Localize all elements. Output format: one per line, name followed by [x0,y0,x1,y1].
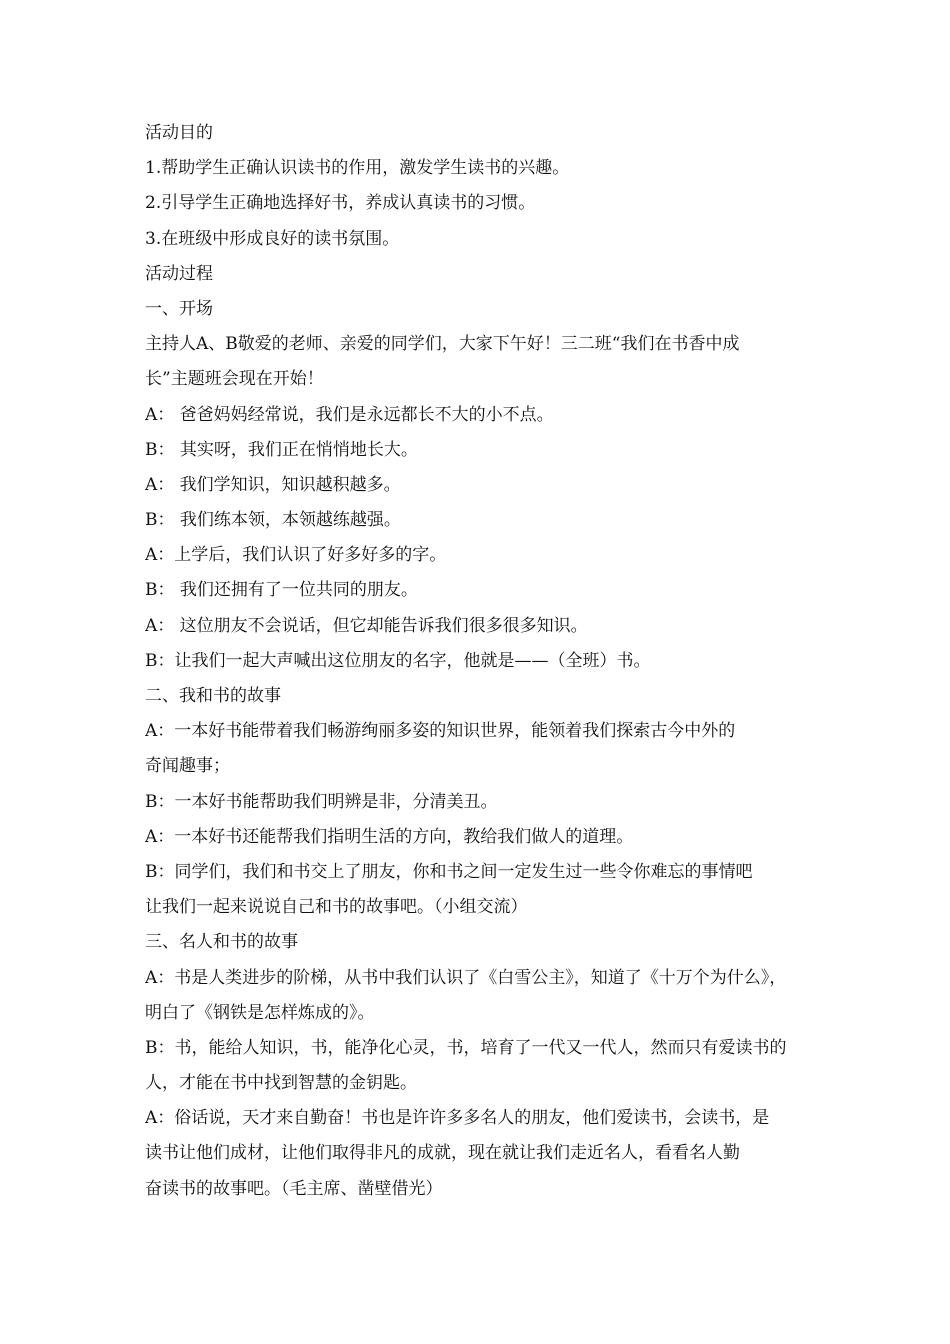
dialogue-line: A： 我们学知识，知识越积越多。 [145,474,401,495]
paragraph-line: 长”主题班会现在开始！ [145,369,324,390]
dialogue-line: 明白了《钢铁是怎样炼成的》。 [145,1002,375,1023]
dialogue-line: A： 爸爸妈妈经常说，我们是永远都长不大的小不点。 [145,404,554,425]
dialogue-line: B： 我们还拥有了一位共同的朋友。 [145,580,418,601]
document-body [145,116,815,1207]
subsection-heading-me-and-books: 二、我和书的故事 [145,686,281,706]
subsection-heading-famous-people: 三、名人和书的故事 [145,932,298,953]
dialogue-line: B：让我们一起大声喊出这位朋友的名字，他就是——（全班）书。 [145,650,651,671]
paragraph-line: 主持人A、B敬爱的老师、亲爱的同学们，大家下午好！三二班“我们在书香中成 [145,334,740,355]
section-heading-process: 活动过程 [145,263,213,284]
dialogue-line: 奋读书的故事吧。（毛主席、凿壁借光） [145,1178,443,1199]
dialogue-line: A：一本好书能带着我们畅游绚丽多姿的知识世界，能领着我们探索古今中外的 [145,721,736,742]
dialogue-line: B：一本好书能帮助我们明辨是非，分清美丑。 [145,791,498,812]
paragraph-line: 2.引导学生正确地选择好书，养成认真读书的习惯。 [145,193,536,214]
dialogue-line: B：同学们，我们和书交上了朋友，你和书之间一定发生过一些令你难忘的事情吧 [145,861,753,882]
dialogue-line: 让我们一起来说说自己和书的故事吧。（小组交流） [145,897,528,918]
section-heading-purpose: 活动目的 [145,123,213,143]
dialogue-line: B： 我们练本领，本领越练越强。 [145,510,401,531]
dialogue-line: A：书是人类进步的阶梯，从书中我们认识了《白雪公主》，知道了《十万个为什么》， [145,967,787,988]
dialogue-line: B：书，能给人知识，书，能净化心灵，书，培育了一代又一代人，然而只有爱读书的 [145,1037,787,1058]
dialogue-line: 人，才能在书中找到智慧的金钥匙。 [145,1073,417,1094]
paragraph-line: 1.帮助学生正确认识读书的作用，激发学生读书的兴趣。 [145,158,570,179]
dialogue-line: B： 其实呀，我们正在悄悄地长大。 [145,439,418,460]
dialogue-line: A：一本好书还能帮我们指明生活的方向，教给我们做人的道理。 [145,826,634,847]
subsection-heading-opening: 一、开场 [145,298,213,319]
paragraph-line: 3.在班级中形成良好的读书氛围。 [145,228,400,249]
dialogue-line: A：俗话说，天才来自勤奋！书也是许许多多名人的朋友，他们爱读书，会读书，是 [145,1108,770,1129]
dialogue-line: 奇闻趣事； [145,756,230,777]
dialogue-line: A：上学后，我们认识了好多好多的字。 [145,545,447,566]
dialogue-line: A： 这位朋友不会说话，但它却能告诉我们很多很多知识。 [145,615,588,636]
dialogue-line: 读书让他们成材，让他们取得非凡的成就，现在就让我们走近名人，看看名人勤 [145,1143,740,1164]
